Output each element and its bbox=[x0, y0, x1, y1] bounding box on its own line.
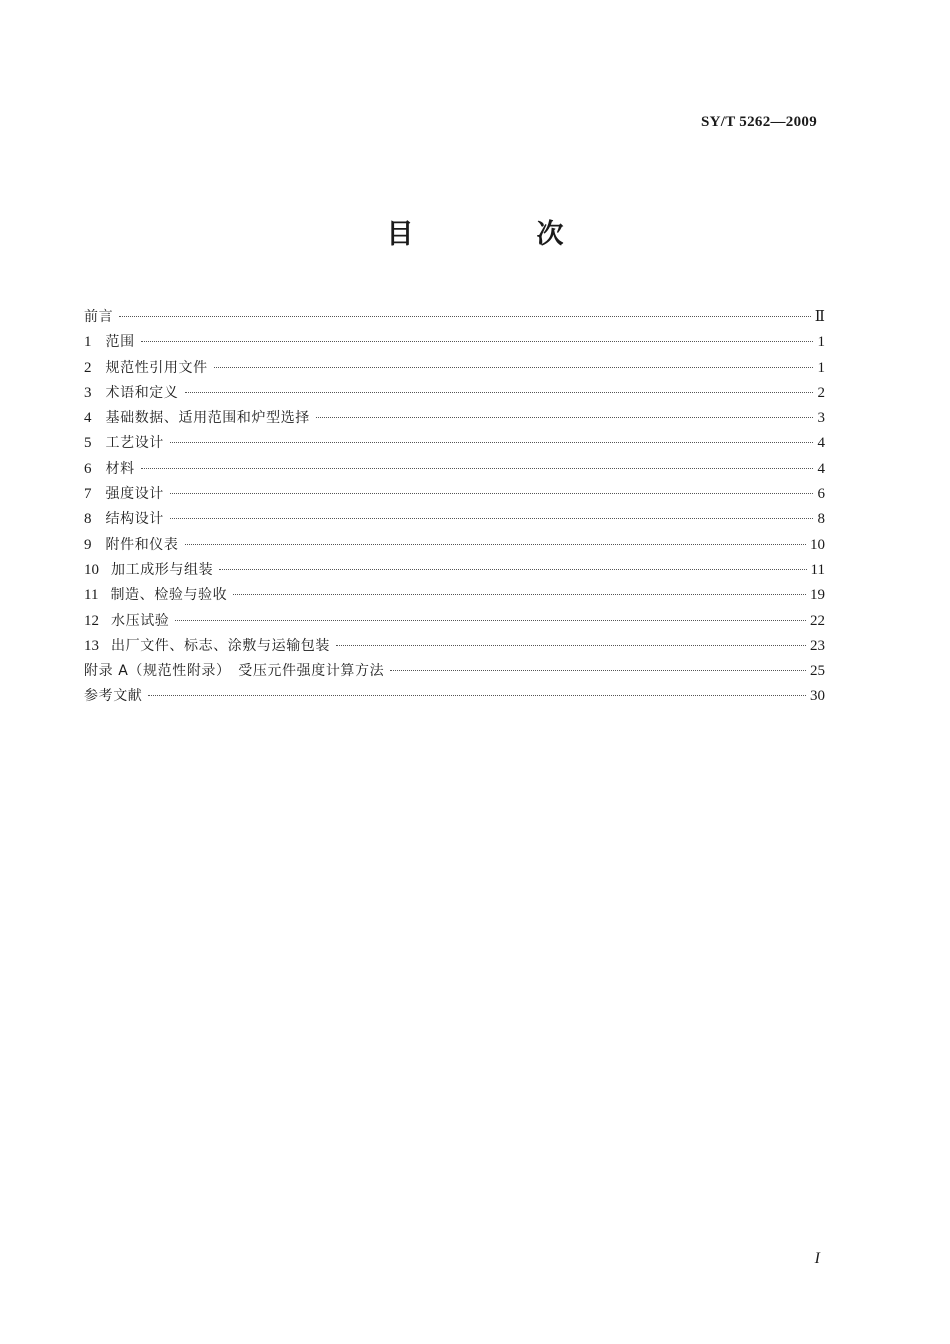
dot-leader bbox=[170, 517, 813, 519]
page-number: I bbox=[814, 1250, 820, 1267]
toc-entry-appendix-a[interactable] bbox=[84, 659, 825, 684]
toc-entry-6[interactable] bbox=[84, 457, 825, 482]
dot-leader bbox=[141, 467, 813, 469]
toc-entry-5[interactable] bbox=[84, 431, 825, 456]
toc-entry-8[interactable] bbox=[84, 507, 825, 532]
standard-number: SY/T 5262—2009 bbox=[700, 114, 817, 130]
dot-leader bbox=[185, 543, 807, 545]
toc-entry-bibliography[interactable] bbox=[84, 684, 825, 709]
toc-entry-title: 术语和定义 bbox=[105, 384, 179, 401]
toc-entry-number: 1 bbox=[84, 334, 92, 351]
toc-entry-4[interactable] bbox=[84, 406, 825, 431]
toc-entry-title: 出厂文件、标志、涂敷与运输包装 bbox=[111, 637, 330, 654]
toc-entry-page: 30 bbox=[810, 688, 825, 705]
toc-entry-foreword[interactable] bbox=[84, 305, 825, 330]
toc-entry-page: 1 bbox=[817, 334, 825, 351]
toc-entry-13[interactable] bbox=[84, 634, 825, 659]
toc-entry-page: 19 bbox=[810, 587, 825, 604]
dot-leader bbox=[185, 391, 814, 393]
toc-entry-number: 11 bbox=[84, 587, 99, 604]
toc-entry-page: 8 bbox=[817, 511, 825, 528]
toc-entry-title: 附件和仪表 bbox=[105, 536, 179, 553]
toc-entry-2[interactable] bbox=[84, 356, 825, 381]
toc-entry-3[interactable] bbox=[84, 381, 825, 406]
toc-entry-title: 基础数据、适用范围和炉型选择 bbox=[105, 410, 310, 427]
toc-entry-number: 3 bbox=[84, 384, 92, 401]
dot-leader bbox=[219, 568, 806, 570]
toc-entry-10[interactable] bbox=[84, 558, 825, 583]
toc-entry-11[interactable] bbox=[84, 583, 825, 608]
dot-leader bbox=[390, 669, 806, 671]
toc-entry-1[interactable] bbox=[84, 330, 825, 355]
dot-leader bbox=[336, 644, 806, 646]
dot-leader bbox=[233, 593, 806, 595]
toc-entry-page: 1 bbox=[817, 359, 825, 376]
dot-leader bbox=[175, 619, 806, 621]
toc-entry-title: 规范性引用文件 bbox=[105, 359, 208, 376]
toc-entry-number: 12 bbox=[84, 612, 99, 629]
toc-entry-page: 10 bbox=[810, 536, 825, 553]
toc-entry-title: 制造、检验与验收 bbox=[110, 587, 228, 604]
toc-entry-page: Ⅱ bbox=[814, 309, 825, 325]
toc-entry-title: 附录 A（规范性附录） 受压元件强度计算方法 bbox=[84, 663, 385, 680]
toc-entry-number: 8 bbox=[84, 511, 92, 528]
toc-entry-page: 2 bbox=[817, 384, 825, 401]
toc-entry-title: 工艺设计 bbox=[105, 435, 164, 452]
dot-leader bbox=[214, 366, 813, 368]
dot-leader bbox=[170, 441, 813, 443]
toc-entry-page: 22 bbox=[810, 612, 825, 629]
toc-entry-number: 9 bbox=[84, 536, 92, 553]
dot-leader bbox=[119, 315, 811, 317]
toc-entry-page: 6 bbox=[817, 486, 825, 503]
toc-entry-page: 11 bbox=[810, 561, 825, 578]
toc-entry-7[interactable] bbox=[84, 482, 825, 507]
toc-entry-title: 材料 bbox=[105, 460, 135, 477]
toc-entry-title: 加工成形与组装 bbox=[111, 561, 214, 578]
toc-entry-number: 6 bbox=[84, 460, 92, 477]
toc-entry-number: 10 bbox=[84, 561, 99, 578]
toc-entry-title: 前言 bbox=[84, 309, 114, 325]
toc-entry-title: 结构设计 bbox=[105, 511, 164, 528]
dot-leader bbox=[170, 492, 813, 494]
dot-leader bbox=[316, 416, 813, 418]
toc-entry-number: 5 bbox=[84, 435, 92, 452]
toc-entry-title: 参考文献 bbox=[84, 688, 143, 705]
toc-entry-number: 13 bbox=[84, 637, 99, 654]
toc-entry-page: 25 bbox=[810, 663, 825, 680]
toc-entry-page: 23 bbox=[810, 637, 825, 654]
toc-entry-title: 水压试验 bbox=[111, 612, 170, 629]
toc-entry-page: 4 bbox=[817, 460, 825, 477]
toc-entry-page: 3 bbox=[817, 410, 825, 427]
toc-entry-title: 范围 bbox=[105, 334, 135, 351]
toc-entry-title: 强度设计 bbox=[105, 486, 164, 503]
page-title: 目 次 bbox=[386, 219, 612, 250]
toc-entry-12[interactable] bbox=[84, 609, 825, 634]
dot-leader bbox=[148, 694, 806, 696]
toc-entry-number: 2 bbox=[84, 359, 92, 376]
table-of-contents bbox=[84, 305, 825, 710]
toc-entry-9[interactable] bbox=[84, 533, 825, 558]
toc-entry-page: 4 bbox=[817, 435, 825, 452]
dot-leader bbox=[141, 340, 813, 342]
toc-entry-number: 4 bbox=[84, 410, 92, 427]
toc-entry-number: 7 bbox=[84, 486, 92, 503]
